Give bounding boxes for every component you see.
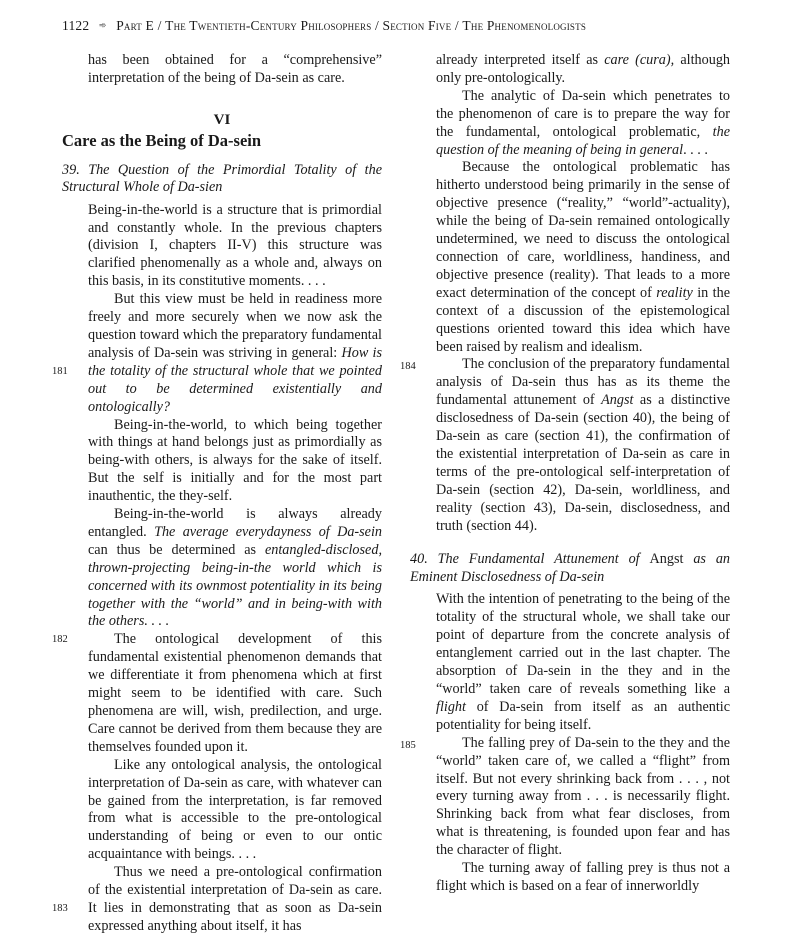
paragraph-text: in the context of a discussion of the epistemological questions oriented toward this idea which have been raised by realism and idealism. xyxy=(436,284,731,355)
paragraph xyxy=(410,52,730,88)
italic-text: reality xyxy=(656,284,693,301)
subsection-heading: 39. The Question of the Primordial Totality of the Structural Whole of Da-sien xyxy=(62,161,382,196)
paragraph-text: Thus we need a pre-ontological confirmation of the existential interpretation of Da-sein as care. It lies in demonstrating that as soon as Da-sein expressed anything about itself, it has xyxy=(88,864,382,934)
italic-text: entangled-disclosed, thrown-projecting being-in-the world which is concerned with its ownmost potentiality in its being together with the “world” and in being-with with the others. . . . xyxy=(88,541,382,630)
page-number: 1122 xyxy=(62,18,90,33)
paragraph xyxy=(410,88,730,160)
header-separator: / xyxy=(454,18,459,33)
paragraph xyxy=(52,291,383,416)
paragraph-text: The falling prey of Da-sein to the they and the “world” taken care of, we called a “flight” from itself. But not every shrinking back from . . . , not every turning away from . . . is necessarily flight. Shrinking back from what fear discloses, from what is threatening, is founded upon fear and has the character of flight. xyxy=(436,734,730,859)
italic-text: the question of the meaning of being in general xyxy=(436,123,730,158)
paragraph xyxy=(52,631,382,756)
margin-number: 183 xyxy=(52,903,68,915)
paragraph: The turning away of falling prey is thus not a flight which is based on a fear of innerworldly xyxy=(436,860,730,894)
paragraph xyxy=(400,734,730,860)
paragraph-text: Because the ontological problematic has hitherto understood being primarily in the sense of objective presence (“reality,” “world”-actuality), while the being of Da-sein remained ontologically undetermined, we need to discuss the ontological connection of care, worldliness, handiness, and objective presence (reality). That leads to a more exact determination of the concept of xyxy=(436,159,730,301)
italic-text: The average everydayness of Da-sein xyxy=(154,523,383,540)
paragraph-text: of Da-sein from itself as an authentic potentiality for being itself. xyxy=(436,698,731,733)
header-part: Part E xyxy=(116,18,155,33)
paragraph-text: With the intention of penetrating to the being of the totality of the structural whole, we shall take our point of departure from the concrete analysis of entanglement carried out in the last chapter. The absorption of Da-sein in the they and in the “world” taken care of reveals something like a xyxy=(436,591,730,697)
paragraph-text: But this view must be held in readiness more freely and more securely when we now ask the question toward which the preparatory fundamental analysis of Da-sein was striving in general: xyxy=(88,291,382,361)
margin-number: 185 xyxy=(400,739,416,751)
paragraph: Being-in-the-world is a structure that is primordial and constantly whole. In the previous chapters (division I, chapters II-V) this structure was clarified phenomenally as a whole and, always on this basis, in its constitutive moments. . . . xyxy=(88,201,382,290)
header-section: Section Five xyxy=(382,18,452,33)
paragraph-text: The ontological development of this fundamental existential phenomenon demands that we differentiate it from phenomena which at first might seem to be identified with care. Such phenomena are will, wish, predilection, and urge. Care cannot be derived from them because they are themselves founded upon it. xyxy=(88,631,382,755)
section-title: Care as the Being of Da-sein xyxy=(62,130,262,150)
paragraph-text: The analytic of Da-sein which penetrates to the phenomenon of care is to prepare the way for the fundamental, ontological problematic, xyxy=(436,87,730,140)
header-chapter: The Phenomenologists xyxy=(462,18,587,33)
running-header xyxy=(62,18,742,34)
italic-text: Angst xyxy=(601,392,634,409)
italic-text: flight xyxy=(436,698,466,715)
paragraph-text: The conclusion of the preparatory fundamental analysis of Da-sein thus has as its theme the fundamental attunement of xyxy=(436,356,730,409)
paragraph: Like any ontological analysis, the ontological interpretation of Da-sein as care, with whatever can be gained from the interpretation, is far removed from what is accessible to the pre-ontological understanding of being or even to our ontic acquaintance with beings. . . . xyxy=(88,756,382,863)
paragraph-text: although only pre-ontologically. xyxy=(436,52,731,86)
margin-number: 182 xyxy=(52,634,68,646)
left-column xyxy=(52,52,383,936)
paragraph xyxy=(410,159,730,356)
header-separator: / xyxy=(157,18,162,33)
subhead-text: 40. The Fundamental Attunement of xyxy=(410,551,640,568)
paragraph-text: Being-in-the-world is always already entangled. xyxy=(88,506,382,540)
paragraph-text: . . . . xyxy=(683,141,708,158)
paragraph xyxy=(62,506,382,631)
subhead-term: Angst xyxy=(649,551,684,568)
paragraph-text: as a distinctive disclosedness of Da-sein (section 40), the being of Da-sein as care (section 41), the confirmation of the existential interpretation of Da-sein as care in terms of the pre-ontological self-interpretation of Da-sein (section 42), Da-sein, worldliness, and reality (section 43), Da-sein, disclosedness, and truth (section 44). xyxy=(436,392,731,534)
right-column xyxy=(400,52,731,896)
margin-number: 181 xyxy=(52,366,68,378)
subhead-text: as an Eminent Disclosedness of Da-sein xyxy=(410,551,731,585)
arrow-icon: ➾ xyxy=(98,20,107,30)
paragraph xyxy=(52,864,382,936)
paragraph: has been obtained for a “comprehensive” interpretation of the being of Da-sein as care. xyxy=(88,52,382,86)
header-book: The Twentieth-Century Philosophers xyxy=(165,18,372,33)
paragraph xyxy=(400,356,731,535)
italic-text: How is the totality of the structural whole that we pointed out to be determined existentially and ontologically? xyxy=(88,344,383,415)
italic-text: care (cura), xyxy=(604,52,675,68)
paragraph: Being-in-the-world, to which being together with things at hand belongs just as primordially as being-with others, is always for the sake of itself. But the self is initially and for the most part inauthentic, the they-self. xyxy=(88,416,382,505)
margin-number: 184 xyxy=(400,361,416,373)
paragraph xyxy=(410,591,730,734)
header-separator: / xyxy=(375,18,379,33)
paragraph-text: already interpreted itself as xyxy=(436,52,599,68)
subsection-heading xyxy=(410,551,730,586)
paragraph-text: can thus be determined as xyxy=(88,541,257,558)
section-number: VI xyxy=(213,111,231,128)
